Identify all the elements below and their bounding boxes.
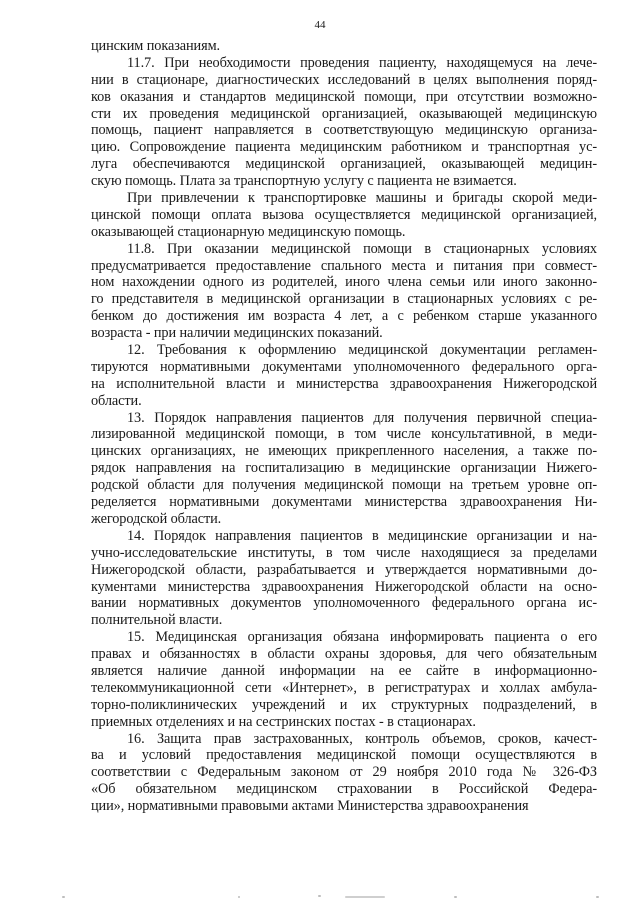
text-line: возраста - при наличии медицинских показаний. — [91, 325, 383, 342]
text-line: 14. Порядок направления пациентов в медицинские организации и на- — [127, 527, 597, 544]
text-line: ва и условий предоставления медицинской помощи осуществляются в — [91, 747, 597, 764]
text-line: ределяется нормативными документами министерства здравоохранения Ни- — [91, 494, 597, 511]
paragraph-p-14 — [91, 528, 597, 629]
text-line: ков оказания и стандартов медицинской помощи, при отсутствии возможно- — [91, 88, 597, 105]
text-line: предусматривается предоставление спального места и питания при совмест- — [91, 257, 597, 274]
paragraph-p-ambulance — [91, 190, 597, 241]
text-line: Нижегородской области, разрабатывается и утверждается нормативными до- — [91, 561, 597, 578]
text-line: учно-исследовательские институты, в том числе находящиеся за пределами — [91, 544, 597, 561]
page-number: 44 — [314, 19, 326, 31]
text-line: ции», нормативными правовыми актами Министерства здравоохранения — [91, 798, 529, 815]
text-line: помощь, пациент направляется в соответствующую медицинскую организа- — [91, 122, 597, 139]
text-line: цинским показаниям. — [91, 38, 220, 54]
text-line: 16. Защита прав застрахованных, контроль объемов, сроков, качест- — [127, 730, 597, 747]
text-line: «Об обязательном медицинском страховании в Российской Федера- — [91, 781, 597, 798]
text-line: области. — [91, 392, 142, 409]
paragraph-p-15 — [91, 629, 597, 730]
text-line: 15. Медицинская организация обязана информировать пациента о его — [127, 629, 597, 646]
text-line: ном нахождении одного из родителей, иного члена семьи или иного законно- — [91, 274, 597, 291]
text-line: правах и обязанностях в области охраны здоровья, для чего обязательным — [91, 646, 597, 663]
paragraph-p-13 — [91, 410, 597, 528]
text-line: луга обеспечиваются медицинской организацией, оказывающей медицин- — [91, 156, 597, 173]
text-line: рядок направления на госпитализацию в медицинские организации Нижего- — [91, 460, 597, 477]
text-line: 11.8. При оказании медицинской помощи в стационарных условиях — [127, 240, 597, 257]
text-line: лизированной медицинской помощи, в том числе консультативной, в меди- — [91, 426, 597, 443]
text-line: жегородской области. — [91, 510, 222, 527]
text-line: нии в стационаре, диагностических исследований в целях выполнения поряд- — [91, 71, 597, 88]
paragraph-p-cont — [91, 38, 597, 55]
paragraph-p-11-7 — [91, 55, 597, 190]
text-line: соответствии с Федеральным законом от 29 ноября 2010 года № 326-ФЗ — [91, 764, 597, 781]
text-line: сти их проведения медицинской организацией, оказывающей медицинскую — [91, 105, 597, 122]
text-line: телекоммуникационной сети «Интернет», в регистратурах и холлах амбула- — [91, 679, 597, 696]
paragraph-p-12 — [91, 342, 597, 410]
text-line: скую помощь. Плата за транспортную услугу с пациента не взимается. — [91, 173, 517, 190]
text-line: полнительной власти. — [91, 612, 223, 629]
text-line: цинской помощи оплата вызова осуществляется медицинской организацией, — [91, 206, 597, 223]
text-line: тируются нормативными документами уполномоченного федерального орга- — [91, 358, 597, 375]
paragraph-p-16 — [91, 731, 597, 815]
text-line: на исполнительной власти и министерства здравоохранения Нижегородской — [91, 375, 597, 392]
text-line: 12. Требования к оформлению медицинской документации регламен- — [127, 342, 597, 359]
text-line: 11.7. При необходимости проведения пациенту, находящемуся на лече- — [127, 54, 597, 71]
text-line: приемных отделениях и на сестринских постах - в стационарах. — [91, 713, 476, 730]
text-line: цинских организациях, не имеющих прикрепленного населения, а также по- — [91, 443, 597, 460]
scan-artifacts — [0, 893, 640, 903]
text-line: родской области для получения медицинской помощи на третьем уровне оп- — [91, 477, 597, 494]
text-line: бенком до достижения им возраста 4 лет, а с ребенком старше указанного — [91, 308, 597, 325]
text-line: является наличие данной информации на ее сайте в информационно- — [91, 662, 597, 679]
text-line: оказывающей стационарную медицинскую помощь. — [91, 223, 406, 240]
text-line: 13. Порядок направления пациентов для получения первичной специа- — [127, 409, 597, 426]
text-line: кументами министерства здравоохранения Нижегородской области на осно- — [91, 578, 597, 595]
text-line: вании нормативных документов уполномоченного федерального органа ис- — [91, 595, 597, 612]
text-line: При привлечении к транспортировке машины и бригады скорой меди- — [127, 190, 597, 207]
text-line: торно-поликлинических учреждений и их структурных подразделений, в — [91, 696, 597, 713]
text-line: цию. Сопровождение пациента медицинским работником и транспортная ус- — [91, 139, 597, 156]
text-line: го представителя в медицинской организации в стационарных условиях с ре- — [91, 291, 597, 308]
document-text — [91, 38, 597, 815]
paragraph-p-11-8 — [91, 241, 597, 342]
